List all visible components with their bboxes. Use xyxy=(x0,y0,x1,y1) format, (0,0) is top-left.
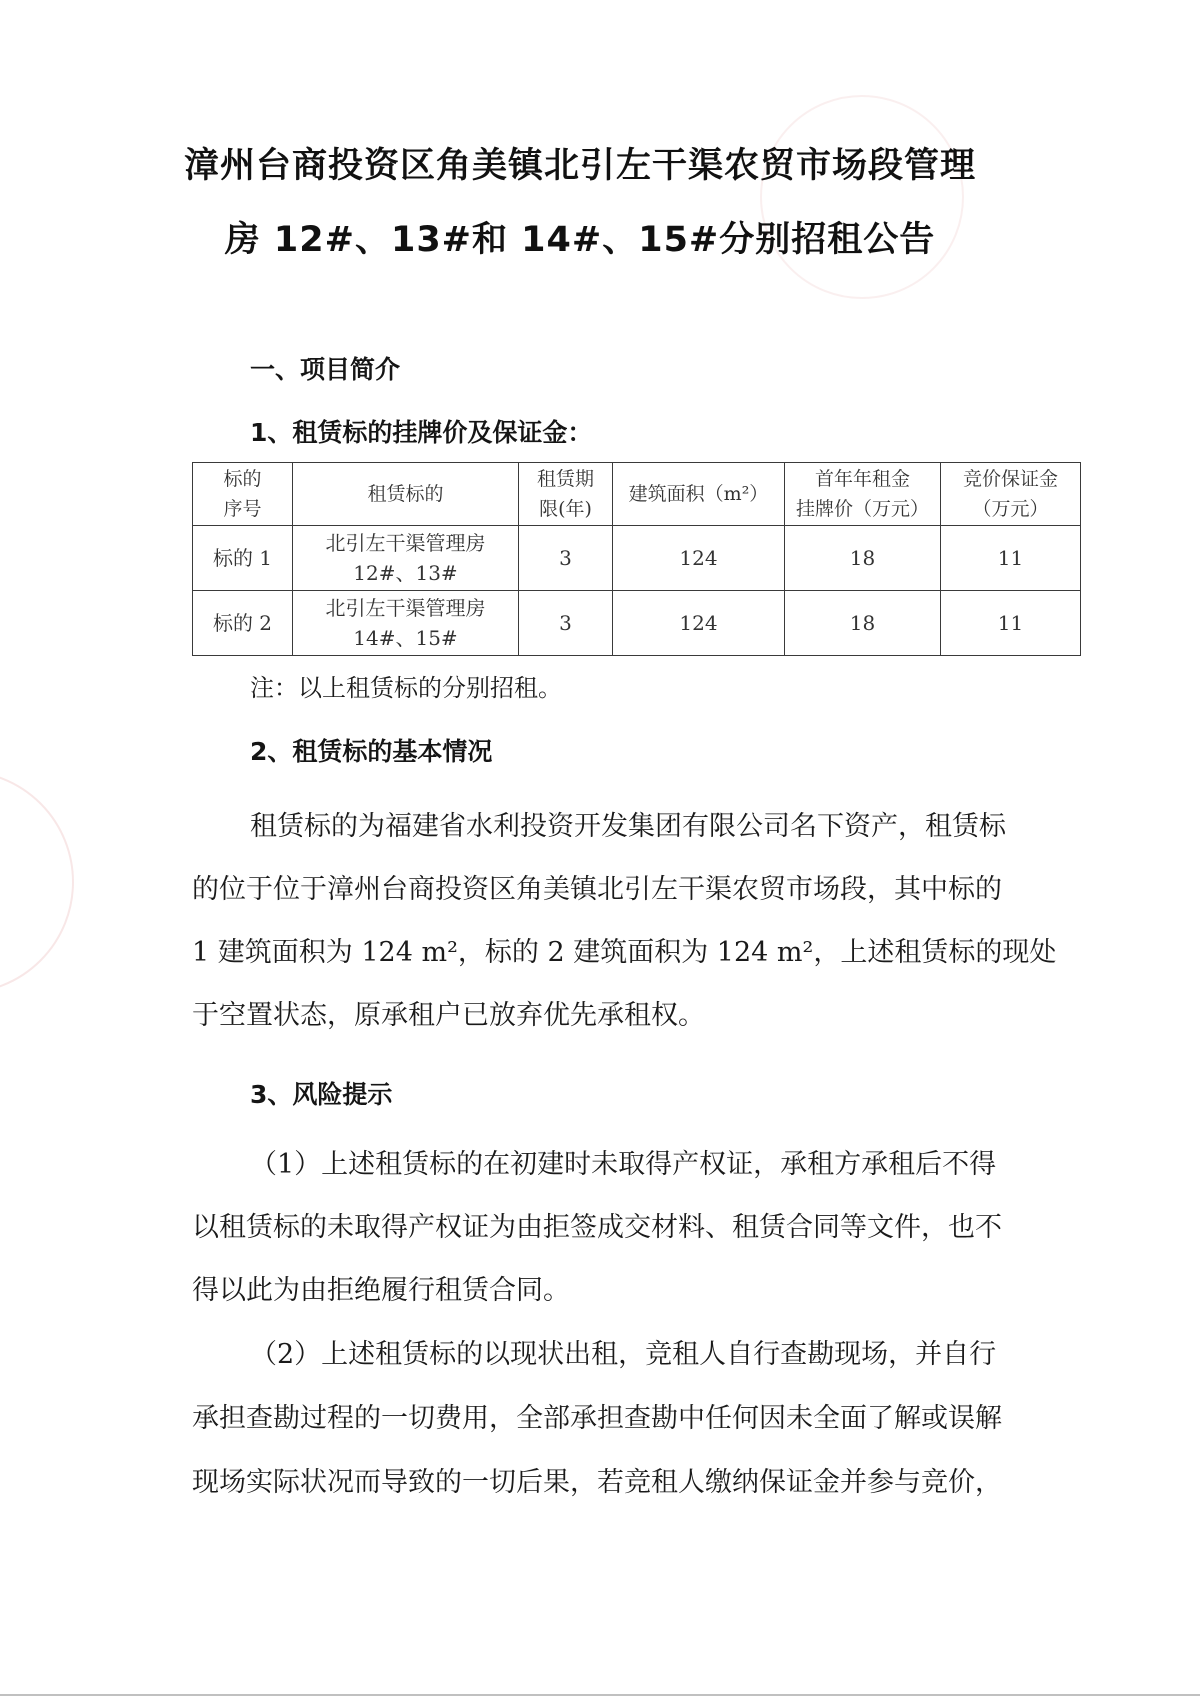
paragraph-line: 租赁标的为福建省水利投资开发集团有限公司名下资产，租赁标 xyxy=(250,811,1006,842)
header-floor-area: 建筑面积（m²） xyxy=(613,463,785,526)
subsection-heading-basic-info: 2、租赁标的基本情况 xyxy=(250,737,493,766)
paragraph-line: 承担查勘过程的一切费用，全部承担查勘中任何因未全面了解或误解 xyxy=(192,1403,1002,1434)
paragraph-line: 1 建筑面积为 124 m²，标的 2 建筑面积为 124 m²，上述租赁标的现处 xyxy=(192,937,1057,968)
subsection-heading-price-deposit: 1、租赁标的挂牌价及保证金： xyxy=(250,418,593,447)
paragraph-line: （1）上述租赁标的在初建时未取得产权证，承租方承租后不得 xyxy=(250,1149,997,1180)
cell-lease-object: 北引左干渠管理房 14#、15# xyxy=(293,591,519,656)
table-row xyxy=(193,591,1081,656)
header-lot-no: 标的 序号 xyxy=(193,463,293,526)
paragraph-line: 得以此为由拒绝履行租赁合同。 xyxy=(192,1275,570,1306)
cell-deposit: 11 xyxy=(941,526,1081,591)
document-title-line-2: 房 12#、13#和 14#、15#分别招租公告 xyxy=(224,220,936,260)
header-lease-term: 租赁期 限(年) xyxy=(519,463,613,526)
cell-lease-object: 北引左干渠管理房 12#、13# xyxy=(293,526,519,591)
faint-seal-stamp-left xyxy=(0,770,74,994)
table-note: 注：以上租赁标的分别招租。 xyxy=(250,674,562,702)
paragraph-line: 以租赁标的未取得产权证为由拒签成交材料、租赁合同等文件，也不 xyxy=(192,1212,1002,1243)
table-row xyxy=(193,526,1081,591)
cell-lot-id: 标的 2 xyxy=(193,591,293,656)
scan-edge-line xyxy=(0,1694,1200,1696)
paragraph-line: 的位于位于漳州台商投资区角美镇北引左干渠农贸市场段，其中标的 xyxy=(192,874,1002,905)
cell-area: 124 xyxy=(613,526,785,591)
document-title-line-1: 漳州台商投资区角美镇北引左干渠农贸市场段管理 xyxy=(183,146,976,186)
cell-deposit: 11 xyxy=(941,591,1081,656)
lease-table xyxy=(192,462,1081,656)
paragraph-line: （2）上述租赁标的以现状出租，竞租人自行查勘现场，并自行 xyxy=(250,1339,997,1370)
paragraph-line: 现场实际状况而导致的一切后果，若竞租人缴纳保证金并参与竞价， xyxy=(192,1467,1002,1498)
table-header-row xyxy=(193,463,1081,526)
cell-term: 3 xyxy=(519,526,613,591)
cell-rent: 18 xyxy=(785,591,941,656)
cell-term: 3 xyxy=(519,591,613,656)
header-lease-object: 租赁标的 xyxy=(293,463,519,526)
cell-lot-id: 标的 1 xyxy=(193,526,293,591)
section-heading-project-intro: 一、项目简介 xyxy=(250,355,401,384)
cell-area: 124 xyxy=(613,591,785,656)
subsection-heading-risk: 3、风险提示 xyxy=(250,1080,393,1109)
header-bid-deposit: 竞价保证金 （万元） xyxy=(941,463,1081,526)
paragraph-line: 于空置状态，原承租户已放弃优先承租权。 xyxy=(192,1000,705,1031)
faint-seal-stamp xyxy=(760,95,964,299)
header-first-year-rent: 首年年租金 挂牌价（万元） xyxy=(785,463,941,526)
cell-rent: 18 xyxy=(785,526,941,591)
